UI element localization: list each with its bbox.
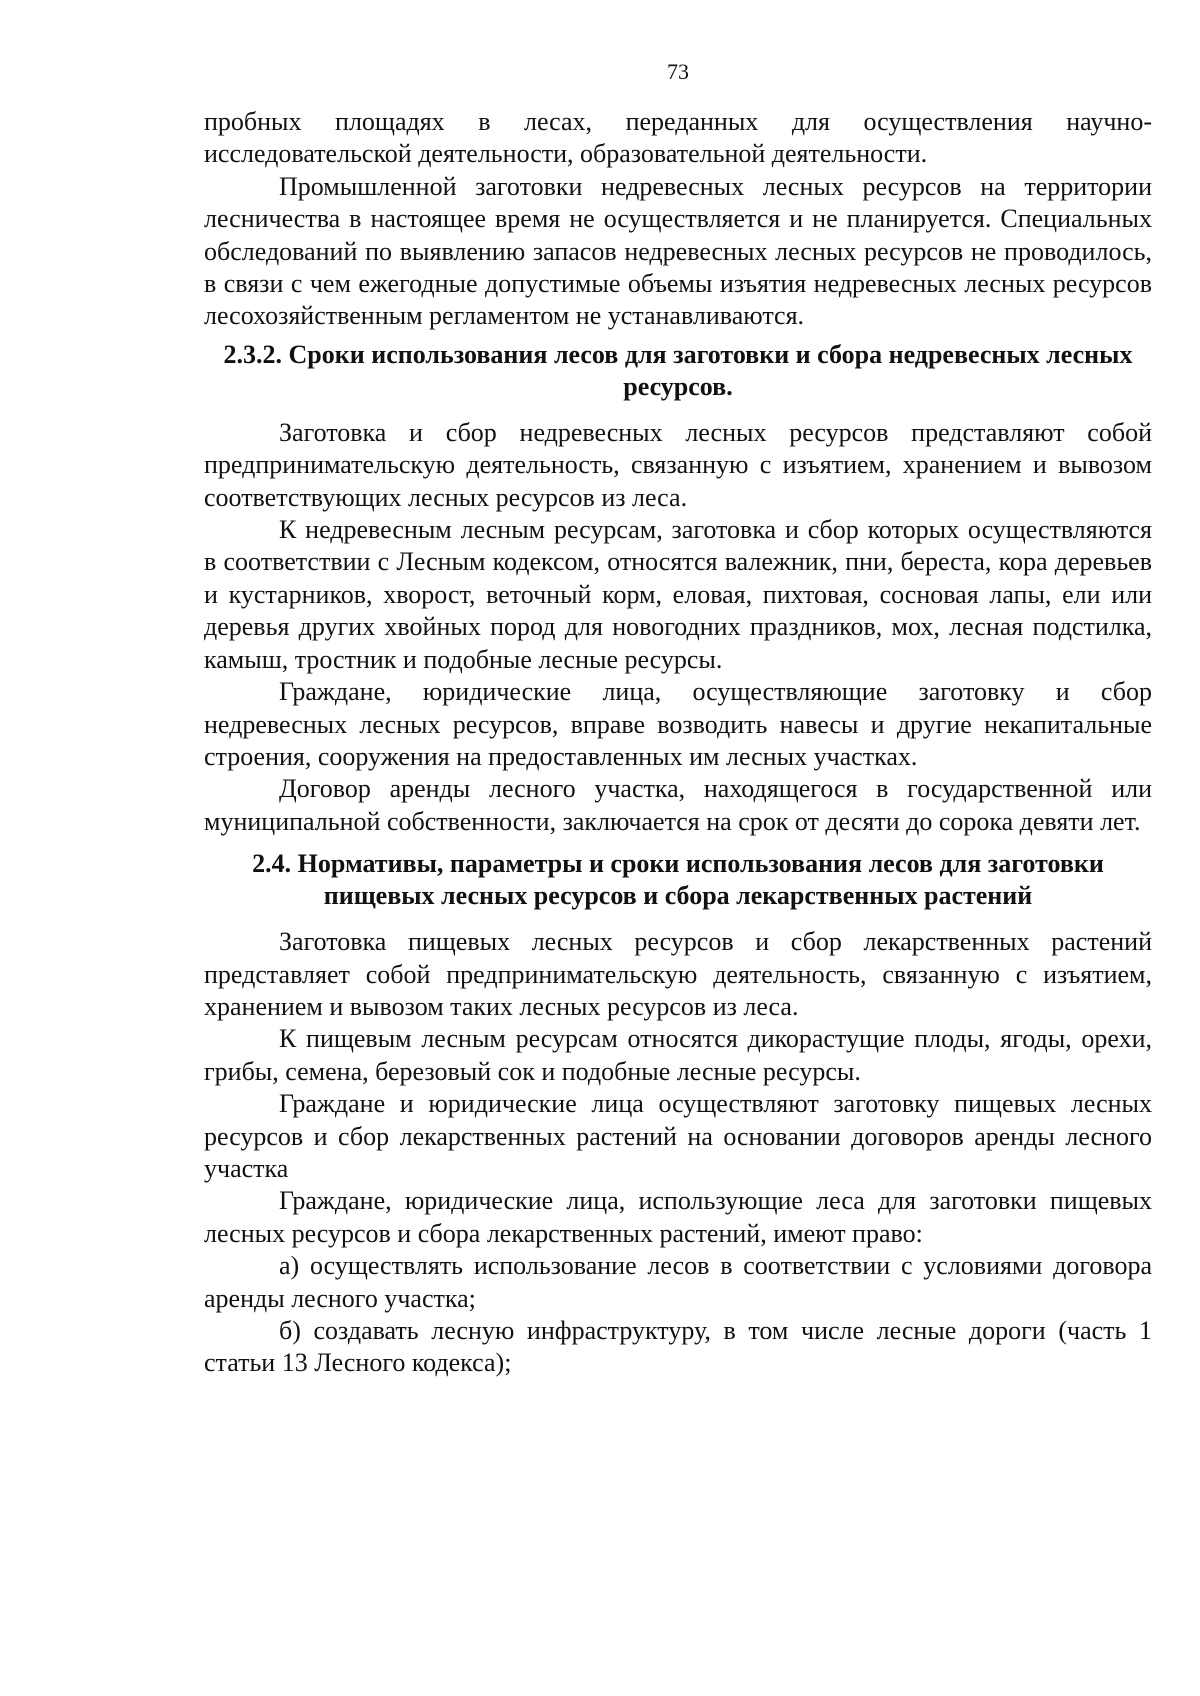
paragraph: Договор аренды лесного участка, находящегося в государственной или муниципальной собственности, заключается на срок от десяти до сорока девяти лет. [204,774,1152,836]
paragraph: Заготовка и сбор недревесных лесных ресурсов представляют собой предпринимательскую деятельность, связанную с изъятием, хранением и вывозом соответствующих лесных ресурсов из леса. [204,417,1152,512]
paragraph: Граждане, юридические лица, использующие леса для заготовки пищевых лесных ресурсов и сбора лекарственных растений, имеют право: [204,1186,1152,1248]
paragraph: К недревесным лесным ресурсам, заготовка и сбор которых осуществляются в соответствии с Лесным кодексом, относятся валежник, пни, береста, кора деревьев и кустарников, хворост, веточный корм, еловая, пихтовая, сосновая лапы, ели или деревья других хвойных пород для новогодних праздников, мох, лесная подстилка, камыш, тростник и подобные лесные ресурсы. [204,515,1152,674]
paragraph: Промышленной заготовки недревесных лесных ресурсов на территории лесничества в настоящее время не осуществляется и не планируется. Специальных обследований по выявлению запасов недревесных лесных ресурсов не проводилось, в связи с чем ежегодные допустимые объемы изъятия недревесных лесных ресурсов лесохозяйственным регламентом не устанавливаются. [204,171,1152,331]
page-number: 73 [667,59,689,84]
section-heading-2-4: 2.4. Нормативы, параметры и сроки использования лесов для заготовки пищевых лесных ресурсов и сбора лекарственных растений [252,849,1104,911]
section-heading-2-3-2: 2.3.2. Сроки использования лесов для заготовки и сбора недревесных лесных ресурсов. [223,339,1133,401]
list-item-b: б) создавать лесную инфраструктуру, в том числе лесные дороги (часть 1 статьи 13 Лесного кодекса); [204,1316,1152,1378]
paragraph: Граждане и юридические лица осуществляют заготовку пищевых лесных ресурсов и сбор лекарственных растений на основании договоров аренды лесного участка [204,1089,1152,1183]
document-page [204,52,1152,1380]
paragraph: Заготовка пищевых лесных ресурсов и сбор лекарственных растений представляет собой предпринимательскую деятельность, связанную с изъятием, хранением и вывозом таких лесных ресурсов из леса. [204,927,1152,1021]
paragraph-continuation: пробных площадях в лесах, переданных для осуществления научно-исследовательской деятельности, образовательной деятельности. [204,107,1152,169]
paragraph: К пищевым лесным ресурсам относятся дикорастущие плоды, ягоды, орехи, грибы, семена, березовый сок и подобные лесные ресурсы. [204,1024,1152,1086]
list-item-a: а) осуществлять использование лесов в соответствии с условиями договора аренды лесного участка; [204,1251,1152,1313]
paragraph: Граждане, юридические лица, осуществляющие заготовку и сбор недревесных лесных ресурсов, вправе возводить навесы и другие некапитальные строения, сооружения на предоставленных им лесных участках. [204,677,1152,771]
